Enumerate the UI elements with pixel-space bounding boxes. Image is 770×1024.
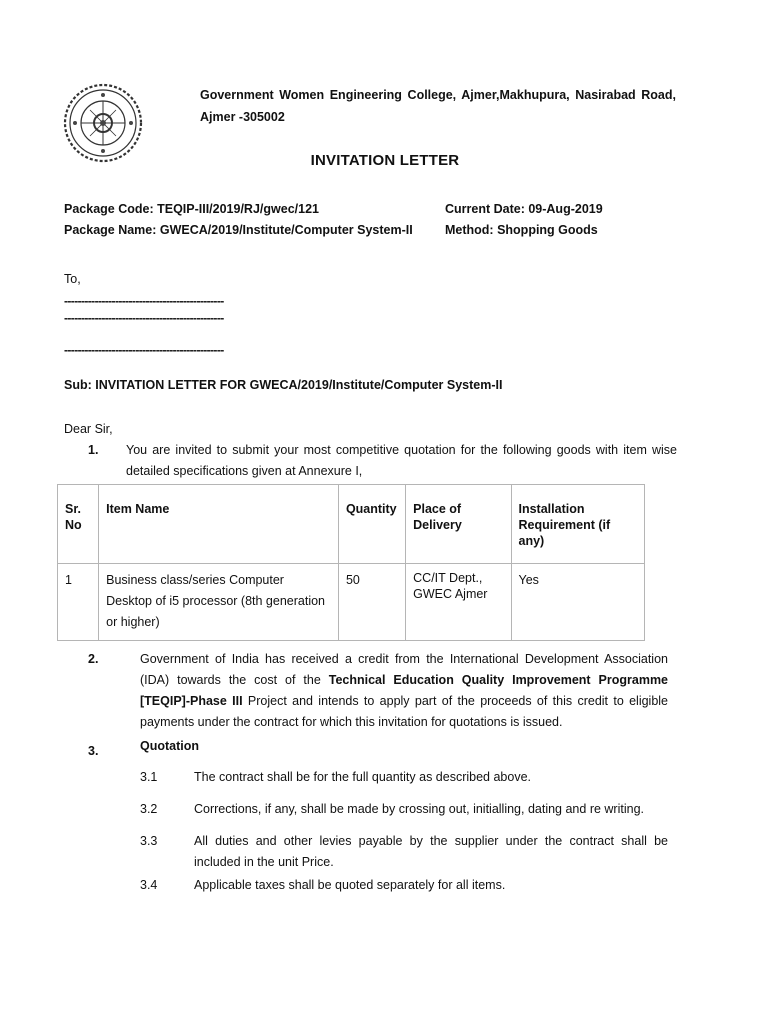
address-line-2: ----------------------------------------------- xyxy=(64,311,224,325)
current-date: Current Date: 09-Aug-2019 xyxy=(445,202,603,216)
clause-3-4-text: Applicable taxes shall be quoted separately for all items. xyxy=(194,878,506,892)
address-line-3: ----------------------------------------------- xyxy=(64,343,224,357)
clause-3-3-text: All duties and other levies payable by the supplier under the contract shall be included in the unit Price. xyxy=(194,834,668,869)
subject-line: Sub: INVITATION LETTER FOR GWECA/2019/Institute/Computer System-II xyxy=(64,378,503,392)
cell-sr-no: 1 xyxy=(58,564,99,641)
header-quantity: Quantity xyxy=(338,485,405,564)
page-title: INVITATION LETTER xyxy=(310,152,460,169)
para-1-text: You are invited to submit your most competitive quotation for the following goods with item wise detailed specifications given at Annexure I, xyxy=(126,443,677,478)
items-table xyxy=(57,484,645,641)
address-line-1: ----------------------------------------------- xyxy=(64,294,224,308)
cell-item-name: Business class/series Computer Desktop of i5 processor (8th generation or higher) xyxy=(99,564,339,641)
para-3-number: 3. xyxy=(88,744,99,758)
table-header-row xyxy=(58,485,645,564)
para-3-heading: Quotation xyxy=(140,739,200,753)
para-2-text-a: Government of India has received a credit from the International Development Association (IDA) towards the cost of the xyxy=(140,652,668,687)
header-sr-no: Sr. No xyxy=(58,485,99,564)
clause-3-2-text: Corrections, if any, shall be made by crossing out, initialling, dating and re writing. xyxy=(194,802,644,816)
cell-installation: Yes xyxy=(511,564,645,641)
address-to: To, xyxy=(64,272,81,286)
header-item-name: Item Name xyxy=(99,485,339,564)
para-2-text-b: Project and intends to apply part of the proceeds of this credit to eligible payments under the contract for which this invitation for quotations is issued. xyxy=(140,694,669,729)
table-row xyxy=(58,564,645,641)
para-2-number: 2. xyxy=(88,652,99,666)
procurement-method: Method: Shopping Goods xyxy=(445,223,598,237)
clause-3-1-text: The contract shall be for the full quantity as described above. xyxy=(194,770,531,784)
salutation: Dear Sir, xyxy=(64,422,113,436)
clause-3-1-number: 3.1 xyxy=(140,770,158,784)
clause-3-3-number: 3.3 xyxy=(140,834,158,848)
header-place-of-delivery: Place of Delivery xyxy=(406,485,511,564)
cell-quantity: 50 xyxy=(338,564,405,641)
package-code: Package Code: TEQIP-III/2019/RJ/gwec/121 xyxy=(64,202,319,216)
cell-place-of-delivery: CC/IT Dept., GWEC Ajmer xyxy=(406,564,511,641)
para-1-number: 1. xyxy=(88,443,99,457)
para-2-programme-name: Technical Education Quality Improvement Programme [TEQIP]-Phase III xyxy=(140,673,669,708)
header-installation: Installation Requirement (if any) xyxy=(511,485,645,564)
package-name: Package Name: GWECA/2019/Institute/Computer System-II xyxy=(64,223,413,237)
clause-3-2-number: 3.2 xyxy=(140,802,158,816)
para-2-text xyxy=(140,649,668,733)
clause-3-4-number: 3.4 xyxy=(140,878,158,892)
college-name: Government Women Engineering College, Ajmer,Makhupura, Nasirabad Road, Ajmer -305002 xyxy=(200,88,676,124)
